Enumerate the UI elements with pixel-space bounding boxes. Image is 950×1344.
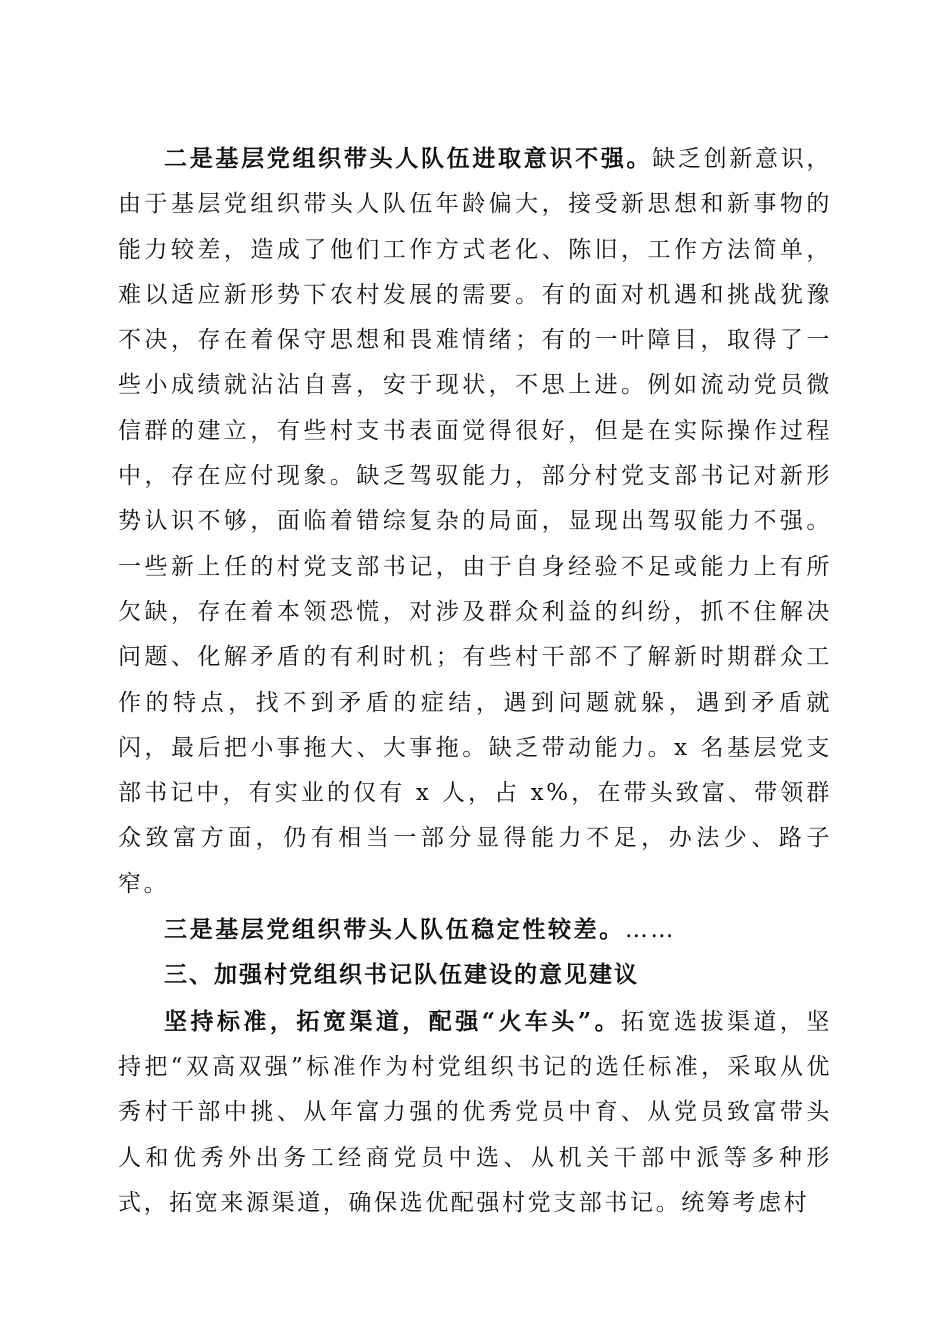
paragraph-text: 缺乏创新意识，由于基层党组织带头人队伍年龄偏大，接受新思想和新事物的能力较差，造成了他们工作方式老化、陈旧，工作方法简单，难以适应新形势下农村发展的需要。有的面对机遇和挑战犹豫不决，存在着保守思想和畏难情绪；有的一叶障目，取得了一些小成绩就沾沾自喜，安于现状，不思上进。例如流动党员微信群的建立，有些村支书表面觉得很好，但是在实际操作过程中，存在应付现象。缺乏驾驭能力，部分村党支部书记对新形势认识不够，面临着错综复杂的局面，显现出驾驭能力不强。一些新上任的村党支部书记，由于自身经验不足或能力上有所欠缺，存在着本领恐慌，对涉及群众利益的纠纷，抓不住解决问题、化解矛盾的有利时机；有些村干部不了解新时期群众工作的特点，找不到矛盾的症结，遇到问题就躲，遇到矛盾就闪，最后把小事拖大、大事拖。缺乏带动能力。x 名基层党支部书记中，有实业的仅有 x 人，占 x%，在带头致富、带领群众致富方面，仍有相当一部分显得能力不足，办法少、路子窄。	[118, 146, 832, 897]
paragraph-text: ……	[624, 917, 677, 944]
section-heading: 三、加强村党组织书记队伍建设的意见建议	[164, 962, 639, 989]
paragraph-stability	[118, 907, 832, 953]
paragraph-enterprise-awareness	[118, 136, 832, 907]
document-body	[118, 136, 832, 1226]
paragraph-lead: 三是基层党组织带头人队伍稳定性较差。	[164, 916, 625, 944]
paragraph-lead: 坚持标准，拓宽渠道，配强“火车头”。	[164, 1007, 622, 1035]
paragraph-standards	[118, 999, 832, 1226]
paragraph-lead: 二是基层党组织带头人队伍进取意识不强。	[164, 145, 653, 172]
paragraph-text: 拓宽选拔渠道，坚持把“双高双强”标准作为村党组织书记的选任标准，采取从优秀村干部中挑、从年富力强的优秀党员中育、从党员致富带头人和优秀外出务工经商党员中选、从机关干部中派等多种形式，拓宽来源渠道，确保选优配强村党支部书记。统筹考虑村	[118, 1008, 832, 1216]
